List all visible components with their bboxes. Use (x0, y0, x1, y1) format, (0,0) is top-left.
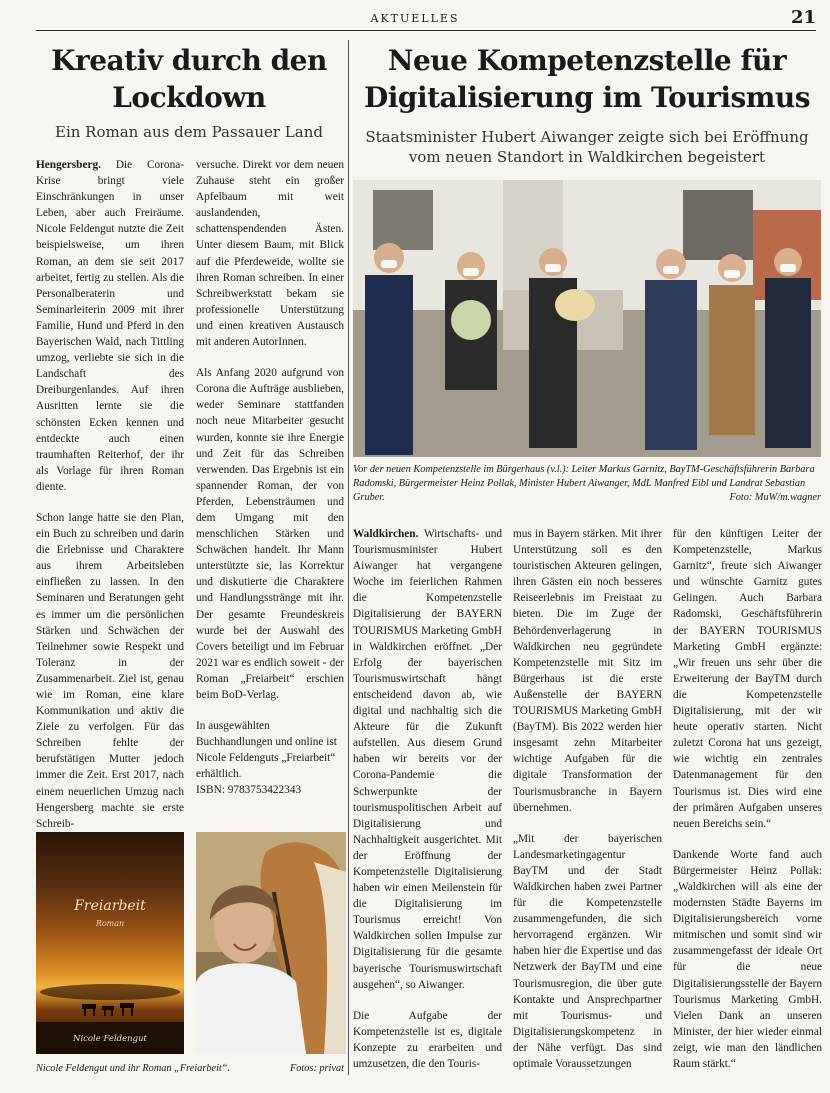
page-number: 21 (790, 7, 816, 28)
book-cover-image (36, 832, 184, 1054)
right-article-paragraph: Wirtschafts- und Tourismusminister Hubert Aiwanger hat vergangene Woche im feierlichen Rahmen die Kompetenzstelle Digitalisierung der BAYERN TOURISMUS Marketing GmbH in Waldkirchen eröffnet. „Der Erfolg der bayerischen Tourismuswirtschaft hängt entscheidend davon ab, wie digital und nachhaltig sich die Akteure für die Zukunft aufstellen. Aus diesem Grund haben wir bereits vor der Corona-Pandemie die Schwerpunkte der tourismuspolitischen Arbeit auf Digitalisierung und Nachhaltigkeit ausgerichtet. Mit der Eröffnung der Kompetenzstelle Digitalisierung haben wir einen Meilenstein für die Digitalisierung im Tourismus erreicht! Von Waldkirchen sollen Impulse zur Digitalisierung für die gesamte bayerische Tourismuswirtschaft ausgehen“, so Aiwanger. (353, 528, 502, 991)
book-author: Nicole Feldengut (73, 1034, 147, 1044)
sunset-silhouette-icon (36, 832, 184, 1054)
left-article-photo-credit: Fotos: privat (289, 1063, 344, 1074)
author-horse-illustration-icon (196, 832, 346, 1054)
right-article-caption-text: Vor der neuen Kompetenzstelle im Bürgerhaus (v.l.): Leiter Markus Garnitz, BayTM-Geschäftsführerin Barbara Radomski, Bürgermeister Heinz Pollak, Minister Hubert Aiwanger, MdL Manfred Eibl und Landrat Sebastian Gruber. (353, 464, 815, 503)
right-article-title: Neue Kompetenzstelle für Digitalisierung im Tourismus (363, 44, 811, 114)
group-photo (353, 180, 821, 457)
right-article-photo-caption (353, 463, 821, 505)
left-article-column-1 (36, 157, 184, 847)
article-divider (348, 40, 349, 1075)
right-article-paragraph: für den künftigen Leiter der Kompetenzstelle, Markus Garnitz“, freute sich Aiwanger und wünschte Garnitz gutes Gelingen. Auch Barbara Radomski, Geschäftsführerin der BAYERN TOURISMUS Marketing GmbH ergänzte: „Wir freuen uns sehr über die Erweiterung der BayTM durch die Kompetenzstelle Digitalisierung, mit der wir heute operativ starten. Nicht zuletzt Corona hat uns gezeigt, wie wichtig ein zentrales Datenmanagement für den Tourismus ist. Dies wird eine der primären Aufgaben unseres neuen Bereichs sein.“ (673, 528, 822, 830)
left-article-subtitle: Ein Roman aus dem Passauer Land (55, 123, 323, 141)
left-article-title: Kreativ durch den Lockdown (51, 44, 327, 114)
book-subtitle: Roman (95, 919, 125, 928)
author-with-horse-photo (196, 832, 346, 1054)
right-article-photo-credit: Foto: MuW/m.wagner (729, 492, 821, 503)
right-article-paragraph: „Mit der bayerischen Landesmarketingagentur BayTM und der Stadt Waldkirchen haben zwei Partner für die Kompetenzstelle zusammengefunden, die sich hervorragend ergänzen. Wir haben hier die Expertise und das Netzwerk der BayTM und eine Tourismusregion, die über gute Kontakte und Ansprechpartner mit Tourismus- und Digitalisierungskompetenz in der Nähe verfügt. Das sind optimale Voraussetzungen (513, 832, 662, 1070)
left-article-column-2 (196, 157, 344, 814)
right-article-column-1 (353, 526, 502, 1087)
right-article-paragraph: Dankende Worte fand auch Bürgermeister Heinz Pollak: „Waldkirchen will als eine der modernsten Städte Bayerns im Digitalisierungsbereich vorne mitmischen und somit sind wir zusammengefasst der ideale Ort für die neue Digitalisierungsstelle der Bayern Tourismus Marketing GmbH. Vielen Dank an unseren Minister, der hier wieder einmal zeigt, wie man den ländlichen Raum stärkt.“ (673, 848, 822, 1070)
section-label: AKTUELLES (370, 12, 460, 25)
right-article-dateline: Waldkirchen. (353, 528, 419, 540)
right-article-paragraph: Die Aufgabe der Kompetenzstelle ist es, digitale Konzepte zu erarbeiten und umzusetzen, die den Touris- (353, 1009, 502, 1070)
left-article-paragraph: In ausgewählten Buchhandlungen und online ist Nicole Feldenguts „Freiarbeit“ erhältlich. ISBN: 9783753422343 (196, 720, 337, 797)
left-article-paragraph: Die Corona-Krise bringt viele Einschränkungen in unser Leben, aber auch Freiräume. Nicole Feldengut nutzte die Zeit beispielsweise, um ihren Roman, an dem sie seit 2017 arbeitet, fertig zu stellen. Als die Personalberaterin und Seminarleiterin 2009 mit ihrer Familie, Hund und Pferd in den Bayerischen Wald, nach Tittling umzog, verliebte sie sich in die Landschaft des Dreiburgenlandes. Auf ihren Ausritten lernte sie die schönsten Ecken kennen und entdeckte auch einen traumhaften Reiterhof, der ihr als Vorlage für ihren Roman diente. (36, 159, 184, 493)
left-article-paragraph: versuche. Direkt vor dem neuen Zuhause steht ein großer Apfelbaum mit weit auslandenden, schattenspendenden Ästen. Unter diesem Baum, mit Blick auf die Pferdeweide, wollte sie ihren Roman schreiben. In einer Schreibwerkstatt bekam sie professionelle Unterstützung und einen kreativen Austausch mit anderen AutorInnen. (196, 159, 344, 349)
book-title: Freiarbeit (74, 898, 146, 914)
right-article-column-2 (513, 526, 662, 1087)
left-article-paragraph: Als Anfang 2020 aufgrund von Corona die Aufträge ausblieben, weder Seminare stattfanden noch neue Mitarbeiter gesucht wurden, konnte sie ihre Energie und Zeit für das Schreiben verwenden. Das Ergebnis ist ein spannender Roman, der von Pferden, Lebensträumen und dem Umgang mit den menschlichen Stärken und Schwächen handelt. Ihr Mann unterstützte sie, las Korrektur und diskutierte die Charaktere und Handlungsstränge mit ihr. Der gesamte Freundeskreis wurde bei der Auswahl des Covers beteiligt und im Februar 2021 war es endlich soweit - der Roman „Freiarbeit“ erschien beim BoD-Verlag. (196, 367, 344, 701)
header-rule (36, 30, 816, 31)
left-article-dateline: Hengersberg. (36, 159, 101, 171)
group-of-people-illustration-icon (353, 180, 821, 457)
left-article-caption-text: Nicole Feldengut und ihr Roman „Freiarbeit“. (36, 1063, 231, 1074)
left-article-caption (36, 1062, 344, 1076)
right-article-paragraph: mus in Bayern stärken. Mit ihrer Unterstützung soll es den touristischen Akteuren gelingen, ihren Gästen ein noch besseres Reiseerlebnis im Freistaat zu bieten. Die im Zuge der Behördenverlagerung in Waldkirchen neu gegründete Kompetenzstelle mit Sitz im Bürgerhaus ist die erste Außenstelle der BAYERN TOURISMUS Marketing GmbH (BayTM). Bis 2022 werden hier insgesamt zehn Mitarbeiter wichtige Aufgaben für die digitale Transformation der Tourismusbranche in Bayern übernehmen. (513, 528, 662, 814)
right-article-column-3 (673, 526, 822, 1087)
right-article-subtitle: Staatsminister Hubert Aiwanger zeigte sich bei Eröffnung vom neuen Standort in Waldkirchen begeistert (365, 128, 809, 166)
left-article-paragraph: Schon lange hatte sie den Plan, ein Buch zu schreiben und darin die Erlebnisse und Charaktere aus ihrem Arbeitsleben einfließen zu lassen. In den Seminaren und Beratungen geht es immer um die persönlichen Stärken und Schwächen der Teilnehmer sowie Respekt und Toleranz in der Zusammenarbeit. Ziel ist, genau wie im Roman, eine klare Kommunikation und aktiv die Ziele zu verfolgen. Für das Schreiben fehlte der berufstätigen Mutter jedoch immer die Zeit. Erst 2017, nach einem neuerlichen Umzug nach Hengersberg machte sie erste Schreib- (36, 511, 184, 830)
